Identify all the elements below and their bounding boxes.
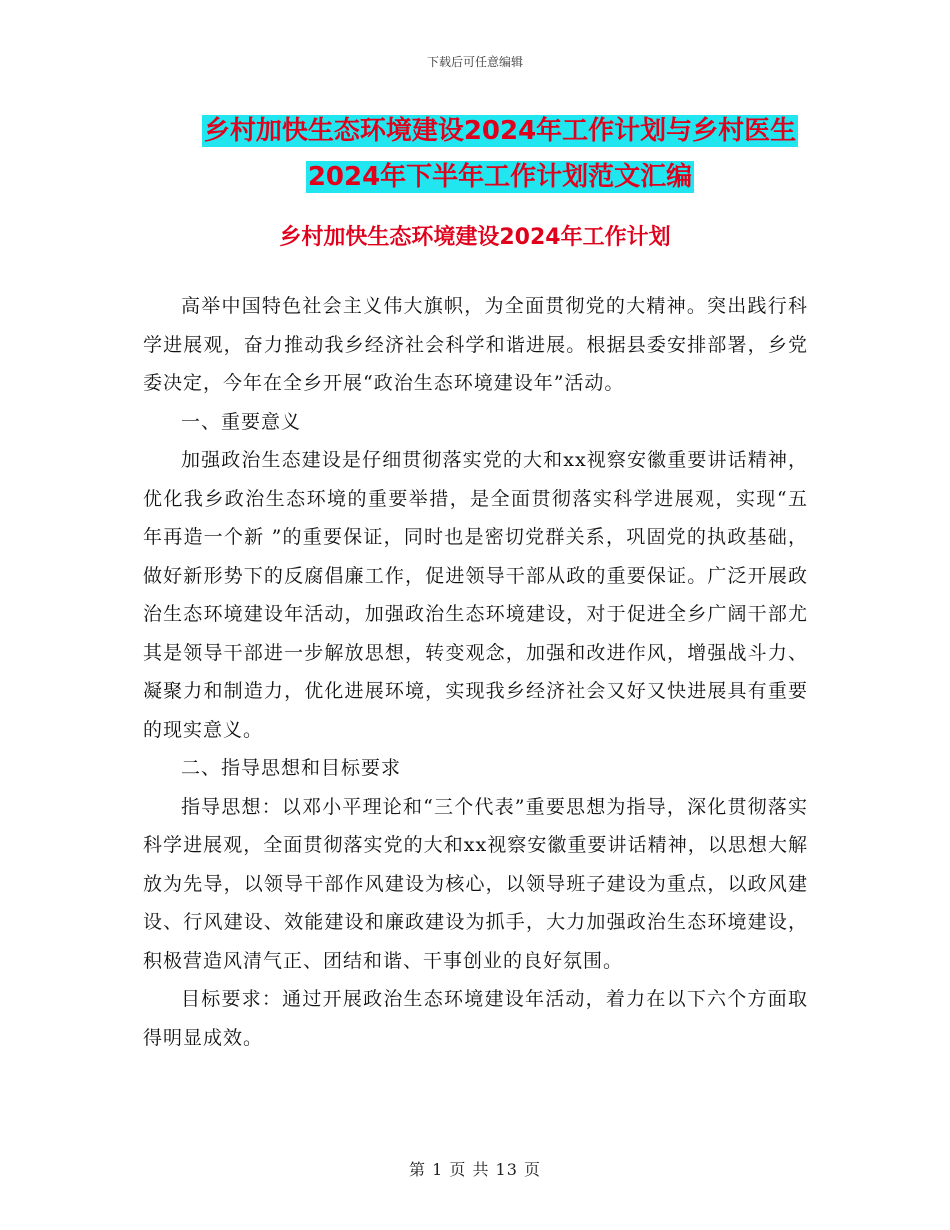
document-title — [120, 108, 880, 200]
header-note: 下载后可任意编辑 — [426, 55, 523, 69]
document-body — [143, 287, 808, 1057]
title-highlight-2: 2024年下半年工作计划范文汇编 — [307, 162, 693, 192]
document-title-line-2 — [120, 154, 880, 200]
section-title: 乡村加快生态环境建设2024年工作计划 — [279, 225, 671, 250]
heading-guiding-ideology: 二、指导思想和目标要求 — [181, 757, 402, 779]
title-highlight-1: 乡村加快生态环境建设2024年工作计划与乡村医生 — [203, 116, 797, 146]
page-number-footer: 第 1 页 共 13 页 — [409, 1160, 541, 1179]
paragraph-intro: 高举中国特色社会主义伟大旗帜，为全面贯彻党的大精神。突出践行科学进展观，奋力推动我乡经济社会科学和谐进展。根据县委安排部署，乡党委决定，今年在全乡开展“政治生态环境建设年”活动。 — [143, 295, 808, 394]
document-title-line-1 — [120, 108, 880, 154]
paragraph-guiding-ideology: 指导思想：以邓小平理论和“三个代表”重要思想为指导，深化贯彻落实科学进展观，全面贯彻落实党的大和xx视察安徽重要讲话精神，以思想大解放为先导，以领导干部作风建设为核心，以领导班子建设为重点，以政风建设、行风建设、效能建设和廉政建设为抓手，大力加强政治生态环境建设，积极营造风清气正、团结和谐、干事创业的良好氛围。 — [143, 795, 808, 972]
heading-significance: 一、重要意义 — [181, 410, 302, 433]
paragraph-significance: 加强政治生态建设是仔细贯彻落实党的大和xx视察安徽重要讲话精神，优化我乡政治生态环境的重要举措，是全面贯彻落实科学进展观，实现“五年再造一个新 ”的重要保证，同时也是密切党群关系，巩固党的执政基础，做好新形势下的反腐倡廉工作，促进领导干部从政的重要保证。广泛开展政治生态环境建设年活动，加强政治生态环境建设，对于促进全乡广阔干部尤其是领导干部进一步解放思想，转变观念，加强和改进作风，增强战斗力、凝聚力和制造力，优化进展环境，实现我乡经济社会又好又快进展具有重要的现实意义。 — [143, 449, 808, 741]
paragraph-goals: 目标要求：通过开展政治生态环境建设年活动，着力在以下六个方面取得明显成效。 — [143, 988, 808, 1049]
